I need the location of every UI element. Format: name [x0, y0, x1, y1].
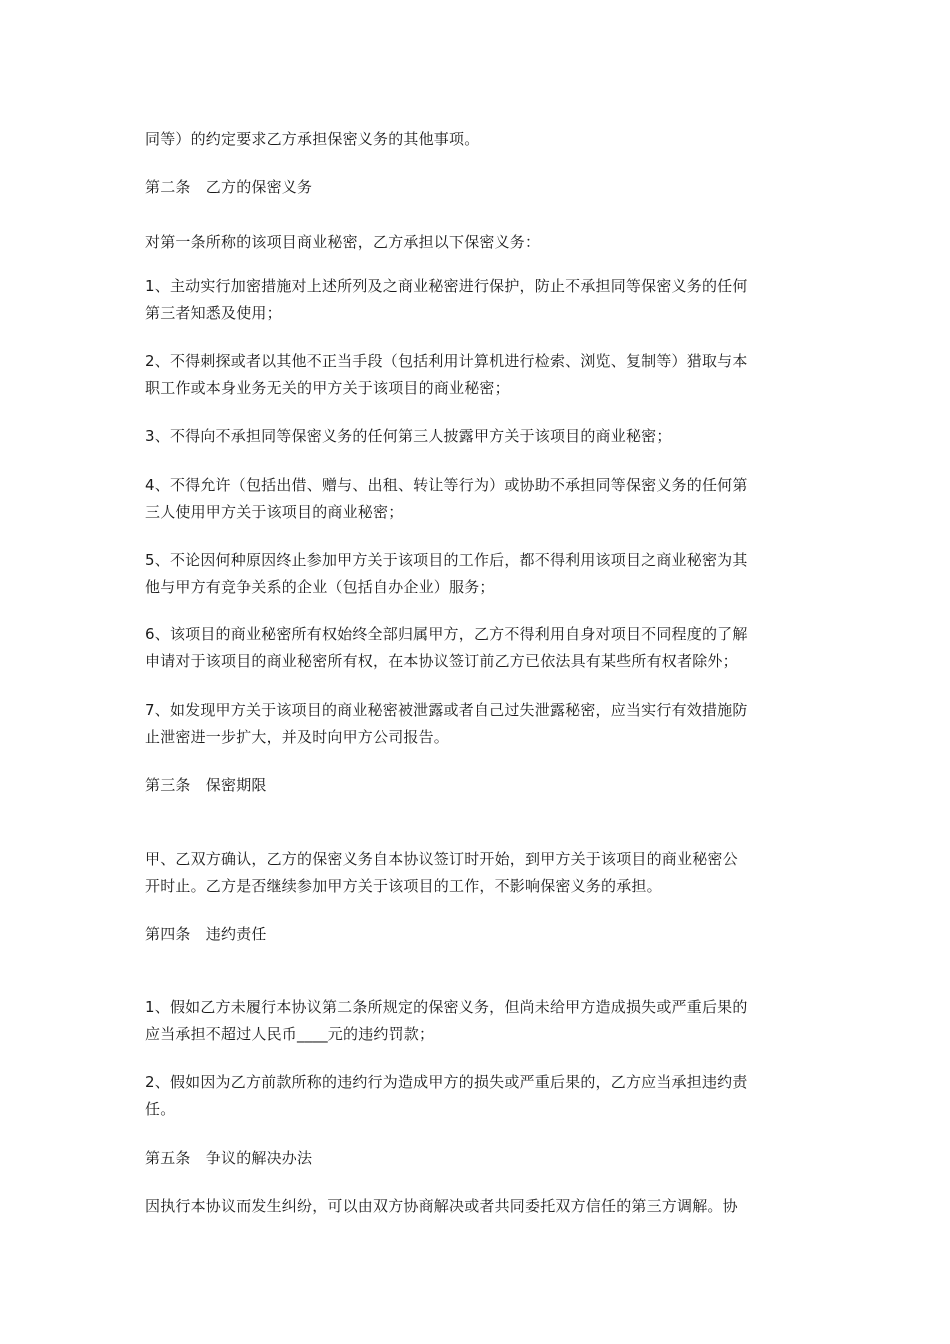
text-line: 对第一条所称的该项目商业秘密，乙方承担以下保密义务：	[145, 233, 541, 251]
heading-text: 第四条 违约责任	[145, 925, 267, 943]
text-line: 2、不得刺探或者以其他不正当手段（包括利用计算机进行检索、浏览、复制等）猎取与本	[145, 352, 748, 370]
paragraph-article-4-item-2	[145, 1069, 810, 1123]
text-line: 因执行本协议而发生纠纷，可以由双方协商解决或者共同委托双方信任的第三方调解。协	[145, 1197, 738, 1215]
paragraph-article-2-item-3	[145, 423, 810, 450]
text-line: 5、不论因何种原因终止参加甲方关于该项目的工作后，都不得利用该项目之商业秘密为其	[145, 551, 748, 569]
paragraph-continuation	[145, 126, 810, 153]
heading-text: 第二条 乙方的保密义务	[145, 178, 313, 196]
heading-text: 第三条 保密期限	[145, 776, 267, 794]
paragraph-article-2-item-2	[145, 348, 810, 402]
paragraph-article-5-body	[145, 1193, 810, 1220]
text-line: 应当承担不超过人民币____元的违约罚款；	[145, 1025, 435, 1043]
paragraph-article-2-intro	[145, 229, 810, 256]
text-line: 第三者知悉及使用；	[145, 304, 282, 322]
heading-article-4	[145, 921, 810, 948]
paragraph-article-4-item-1	[145, 994, 810, 1048]
text-line: 开时止。乙方是否继续参加甲方关于该项目的工作，不影响保密义务的承担。	[145, 877, 662, 895]
heading-article-3	[145, 772, 810, 799]
heading-article-2	[145, 174, 810, 201]
text-line: 同等）的约定要求乙方承担保密义务的其他事项。	[145, 130, 480, 148]
text-line: 6、该项目的商业秘密所有权始终全部归属甲方，乙方不得利用自身对项目不同程度的了解	[145, 625, 748, 643]
heading-article-5	[145, 1145, 810, 1172]
text-line: 止泄密进一步扩大，并及时向甲方公司报告。	[145, 728, 450, 746]
paragraph-article-2-item-4	[145, 472, 810, 526]
text-line: 甲、乙双方确认，乙方的保密义务自本协议签订时开始，到甲方关于该项目的商业秘密公	[145, 850, 738, 868]
text-line: 2、假如因为乙方前款所称的违约行为造成甲方的损失或严重后果的，乙方应当承担违约责	[145, 1073, 748, 1091]
text-line: 1、假如乙方未履行本协议第二条所规定的保密义务，但尚未给甲方造成损失或严重后果的	[145, 998, 748, 1016]
heading-text: 第五条 争议的解决办法	[145, 1149, 313, 1167]
paragraph-article-2-item-5	[145, 547, 810, 601]
text-line: 申请对于该项目的商业秘密所有权，在本协议签订前乙方已依法具有某些所有权者除外；	[145, 652, 738, 670]
text-line: 三人使用甲方关于该项目的商业秘密；	[145, 503, 404, 521]
text-line: 任。	[145, 1100, 176, 1118]
paragraph-article-2-item-6	[145, 621, 810, 675]
text-line: 4、不得允许（包括出借、赠与、出租、转让等行为）或协助不承担同等保密义务的任何第	[145, 476, 748, 494]
text-line: 1、主动实行加密措施对上述所列及之商业秘密进行保护，防止不承担同等保密义务的任何	[145, 277, 748, 295]
text-line: 7、如发现甲方关于该项目的商业秘密被泄露或者自己过失泄露秘密，应当实行有效措施防	[145, 701, 748, 719]
paragraph-article-2-item-7	[145, 697, 810, 751]
text-line: 职工作或本身业务无关的甲方关于该项目的商业秘密；	[145, 379, 510, 397]
paragraph-article-2-item-1	[145, 273, 810, 327]
text-line: 3、不得向不承担同等保密义务的任何第三人披露甲方关于该项目的商业秘密；	[145, 427, 672, 445]
text-line: 他与甲方有竞争关系的企业（包括自办企业）服务；	[145, 578, 495, 596]
paragraph-article-3-body	[145, 846, 810, 900]
